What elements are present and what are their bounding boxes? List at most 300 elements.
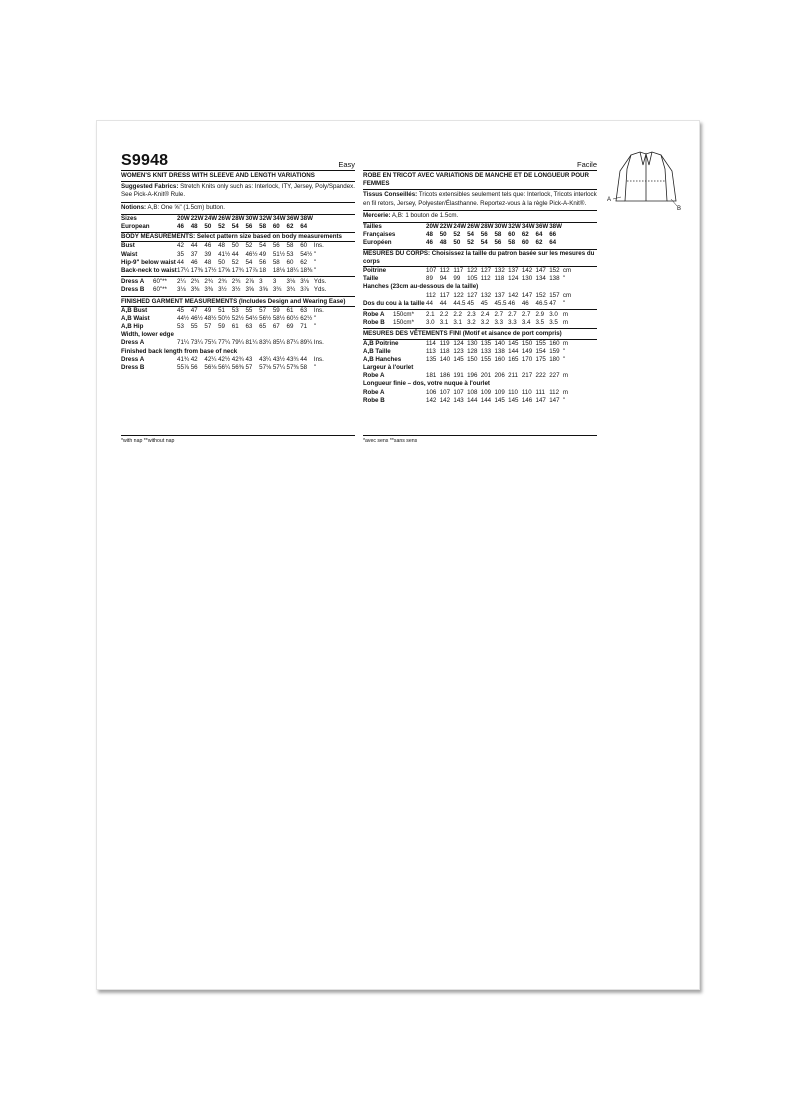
pattern-envelope-back <box>96 120 700 990</box>
cell-value: 2.2 <box>439 310 449 318</box>
cell-value: 152 <box>549 266 560 274</box>
row-label: Poitrine <box>363 266 387 274</box>
cell-value: 60 <box>300 242 308 250</box>
row-label: A,B Waist <box>121 314 150 322</box>
row-label: A,B Poitrine <box>363 339 399 347</box>
cell-value: 54½ <box>245 314 258 322</box>
size-value: 30W <box>245 214 259 222</box>
unit-label: " <box>313 266 317 274</box>
cell-value: 71¼ <box>177 339 190 347</box>
finished-measurements-fr <box>363 340 597 365</box>
size-value: 60 <box>508 231 516 239</box>
unit-label: Yds. <box>313 278 327 286</box>
cell-value: 140 <box>439 355 451 363</box>
row-label: Dress A <box>121 278 145 286</box>
cell-value: 50 <box>218 258 225 266</box>
cell-value: 46 <box>521 299 529 307</box>
cell-value: 87¼ <box>286 339 299 347</box>
cell-value: 44.5 <box>453 299 466 307</box>
unit-label: Yds. <box>313 286 327 294</box>
cell-value: 155 <box>480 355 492 363</box>
unit-label: m <box>562 339 569 347</box>
english-column <box>121 153 355 372</box>
cell-value: 79¼ <box>231 339 244 347</box>
unit-label: " <box>313 323 317 331</box>
cell-value: 2.1 <box>426 310 435 318</box>
cell-value: 60½ <box>286 314 299 322</box>
cell-value: 42 <box>190 355 198 363</box>
cell-value: 123 <box>453 347 464 355</box>
cell-value: 44 <box>177 258 184 266</box>
cell-value: 147 <box>535 266 546 274</box>
size-value: 58 <box>259 223 267 230</box>
garment-back-view-illustration <box>607 151 685 223</box>
cell-value: 2.9 <box>535 310 545 318</box>
cell-value: 106 <box>426 388 437 396</box>
table-row <box>121 242 355 250</box>
hanches-rows <box>363 292 597 308</box>
cell-value: 112 <box>426 291 436 299</box>
cell-value: 44 <box>426 299 433 307</box>
width-lower-edge-label-fr: Largeur à l'ourlet <box>363 364 414 372</box>
size-value: 30W <box>494 223 508 231</box>
row-label: Bust <box>121 242 135 250</box>
row-label: Dress B <box>121 286 145 294</box>
unit-label: " <box>562 396 566 404</box>
cell-value: 53 <box>231 306 239 314</box>
cell-value: 18 <box>259 266 267 274</box>
size-value: 20W <box>177 214 190 222</box>
cell-value: 142 <box>426 396 437 404</box>
cell-value: 54 <box>245 258 253 266</box>
cell-value: 138 <box>549 275 560 283</box>
cell-value: 83¼ <box>259 339 272 347</box>
size-value: 50 <box>439 231 447 239</box>
cell-value: 2.7 <box>494 310 504 318</box>
cell-value: 3⅝ <box>259 286 268 294</box>
row-label: Robe A <box>363 310 385 318</box>
cell-value: 147 <box>549 396 560 404</box>
row-label: Sizes <box>121 214 137 222</box>
cell-value: 17⅞ <box>245 266 258 274</box>
table-row <box>121 267 355 275</box>
size-value: 62 <box>535 239 543 247</box>
cell-value: 3¾ <box>272 286 282 294</box>
cell-value: 55 <box>190 323 198 331</box>
size-value: 64 <box>300 223 308 230</box>
cell-value: 3⅛ <box>177 286 186 294</box>
cell-value: 48 <box>218 242 225 250</box>
cell-value: 3.2 <box>480 319 490 327</box>
cell-value: 137 <box>508 266 519 274</box>
row-label: Dress A <box>121 339 145 347</box>
cell-value: 3.3 <box>494 319 504 327</box>
cell-value: 165 <box>508 355 519 363</box>
size-row <box>121 215 355 223</box>
fabric-width: 60"** <box>153 286 167 294</box>
cell-value: 77¼ <box>218 339 231 347</box>
cell-value: 42 <box>177 242 184 250</box>
cell-value: 39 <box>204 250 212 258</box>
unit-label: " <box>313 314 317 322</box>
cell-value: 122 <box>453 291 464 299</box>
cell-value: 57⅜ <box>286 364 299 372</box>
cell-value: 51 <box>218 306 225 314</box>
cell-value: 3.4 <box>521 319 531 327</box>
cell-value: 46.5 <box>535 299 548 307</box>
cell-value: 44 <box>439 299 447 307</box>
cell-value: 2.7 <box>521 310 531 318</box>
cell-value: 134 <box>535 275 546 283</box>
unit-label: " <box>562 299 566 307</box>
cell-value: 3½ <box>231 286 241 294</box>
row-label: Robe B <box>363 396 385 404</box>
cell-value: 211 <box>508 372 518 380</box>
cell-value: 81¼ <box>245 339 258 347</box>
pattern-code: S9948 <box>121 152 169 169</box>
cell-value: 56⅛ <box>204 364 217 372</box>
row-label: Waist <box>121 250 138 258</box>
unit-label: Ins. <box>313 306 324 314</box>
cell-value: 144 <box>508 347 519 355</box>
size-value: 34W <box>521 223 535 231</box>
table-row <box>121 356 355 364</box>
difficulty-label: Easy <box>338 159 355 169</box>
cell-value: 132 <box>494 266 505 274</box>
cell-value: 17½ <box>204 266 217 274</box>
cell-value: 152 <box>535 291 546 299</box>
size-value: 60 <box>272 223 280 230</box>
cell-value: 117 <box>439 291 450 299</box>
cell-value: 3.1 <box>453 319 462 327</box>
cell-value: 142 <box>508 291 519 299</box>
cell-value: 47 <box>549 299 557 307</box>
cell-value: 56 <box>190 364 198 372</box>
cell-value: 118 <box>439 347 450 355</box>
cell-value: 3¾ <box>286 286 296 294</box>
cell-value: 135 <box>426 355 437 363</box>
cell-value: 43½ <box>272 355 285 363</box>
cell-value: 46 <box>190 258 198 266</box>
unit-label: " <box>562 347 566 355</box>
table-row <box>121 278 355 286</box>
cell-value: 3.5 <box>535 319 545 327</box>
view-b-label: B <box>677 206 682 212</box>
cell-value: 46 <box>508 299 516 307</box>
cell-value: 56 <box>272 242 280 250</box>
cell-value: 57 <box>204 323 212 331</box>
unit-label: " <box>562 275 566 283</box>
cell-value: 2.2 <box>453 310 462 318</box>
cell-value: 59 <box>218 323 225 331</box>
cell-value: 45 <box>480 299 488 307</box>
cell-value: 57¼ <box>272 364 285 372</box>
cell-value: 3.2 <box>467 319 476 327</box>
row-label: Robe A <box>363 372 385 380</box>
cell-value: 107 <box>439 388 451 396</box>
cell-value: 58 <box>286 242 294 250</box>
cell-value: 46½ <box>245 250 258 258</box>
cell-value: 94 <box>439 275 447 283</box>
cell-value: 227 <box>549 372 560 380</box>
table-row <box>363 311 597 319</box>
cell-value: 145 <box>453 355 464 363</box>
row-label: A,B Taille <box>363 347 391 355</box>
size-value: 36W <box>286 214 300 222</box>
cell-value: 112 <box>549 388 560 396</box>
fabric-width: 150cm* <box>393 310 414 318</box>
fabric-width: 60"** <box>153 278 167 286</box>
cell-value: 155 <box>535 339 546 347</box>
cell-value: 2⅞ <box>245 278 255 286</box>
size-value: 48 <box>439 239 447 247</box>
size-value: 46 <box>177 223 184 230</box>
cell-value: 3.0 <box>426 319 435 327</box>
cell-value: 157 <box>549 291 560 299</box>
size-value: 22W <box>439 223 453 231</box>
size-value: 32W <box>508 223 521 231</box>
cell-value: 41¾ <box>177 355 190 363</box>
row-label: A,B Bust <box>121 306 148 314</box>
table-row <box>363 356 597 364</box>
cell-value: 140 <box>494 339 505 347</box>
cell-value: 44 <box>190 242 198 250</box>
unit-label: Ins. <box>313 339 324 347</box>
cell-value: 175 <box>535 355 546 363</box>
table-row <box>121 251 355 259</box>
fabric-width: 150cm* <box>393 319 414 327</box>
cell-value: 89 <box>426 275 433 283</box>
cell-value: 2.3 <box>467 310 476 318</box>
cell-value: 107 <box>453 388 464 396</box>
cell-value: 50 <box>231 242 239 250</box>
table-row <box>363 397 597 405</box>
cell-value: 18¼ <box>286 266 299 274</box>
cell-value: 110 <box>521 388 532 396</box>
footnote: *with nap **without nap <box>121 435 355 444</box>
cell-value: 112 <box>439 266 450 274</box>
cell-value: 146 <box>521 396 533 404</box>
cell-value: 181 <box>426 372 437 380</box>
cell-value: 128 <box>467 347 478 355</box>
cell-value: 145 <box>508 396 519 404</box>
table-row <box>121 286 355 294</box>
table-row <box>121 323 355 331</box>
table-row <box>121 315 355 323</box>
unit-label: " <box>313 250 317 258</box>
cell-value: 113 <box>426 347 436 355</box>
size-value: 56 <box>480 231 488 239</box>
cell-value: 50½ <box>218 314 231 322</box>
table-row <box>121 364 355 372</box>
cell-value: 55⅞ <box>177 364 190 372</box>
cell-value: 160 <box>549 339 560 347</box>
cell-value: 217 <box>521 372 533 380</box>
row-label: Taille <box>363 275 379 283</box>
cell-value: 142 <box>521 266 533 274</box>
cell-value: 144 <box>467 396 478 404</box>
cell-value: 41½ <box>218 250 231 258</box>
cell-value: 108 <box>467 388 478 396</box>
cell-value: 45 <box>467 299 474 307</box>
cell-value: 147 <box>535 396 546 404</box>
cell-value: 3.1 <box>439 319 449 327</box>
size-value: 46 <box>426 239 433 247</box>
cell-value: 105 <box>467 275 478 283</box>
cell-value: 149 <box>521 347 533 355</box>
cell-value: 55 <box>245 306 253 314</box>
size-row <box>363 223 597 231</box>
table-row <box>363 267 597 275</box>
cell-value: 51½ <box>272 250 285 258</box>
cell-value: 222 <box>535 372 546 380</box>
size-value: 52 <box>218 223 225 230</box>
unit-label: cm <box>562 291 572 299</box>
cell-value: 43 <box>245 355 253 363</box>
size-value: 36W <box>535 223 549 231</box>
width-lower-edge-fr <box>363 372 597 380</box>
row-label: European <box>121 223 150 230</box>
back-length <box>121 356 355 372</box>
view-a-label: A <box>607 197 612 203</box>
cell-value: 117 <box>453 266 464 274</box>
cell-value: 75¼ <box>204 339 217 347</box>
table-row <box>121 259 355 267</box>
cell-value: 85¼ <box>272 339 285 347</box>
table-row <box>363 275 597 283</box>
cell-value: 2¼ <box>177 278 186 286</box>
cell-value: 59 <box>272 306 280 314</box>
cell-value: 109 <box>480 388 492 396</box>
cell-value: 2.7 <box>508 310 517 318</box>
size-chart-fr <box>363 223 597 250</box>
cell-value: 107 <box>426 266 437 274</box>
cell-value: 160 <box>494 355 505 363</box>
cell-value: 45 <box>177 306 184 314</box>
size-value: 32W <box>259 214 272 222</box>
cell-value: 18⅛ <box>272 266 285 274</box>
cell-value: 42¼ <box>204 355 217 363</box>
cell-value: 45.5 <box>494 299 507 307</box>
hanches-label: Hanches (23cm au-dessous de la taille) <box>363 283 479 291</box>
row-label: Dress A <box>121 355 145 363</box>
cell-value: 132 <box>480 291 492 299</box>
cell-value: 127 <box>480 266 492 274</box>
size-row <box>121 223 355 231</box>
cell-value: 52 <box>245 242 253 250</box>
cell-value: 159 <box>549 347 560 355</box>
garment-title-fr: ROBE EN TRICOT AVEC VARIATIONS DE MANCHE ET DE LONGUEUR POUR FEMMES <box>363 171 597 190</box>
cell-value: 3⅛ <box>300 278 309 286</box>
size-value: 48 <box>426 231 433 239</box>
cell-value: 99 <box>453 275 461 283</box>
cell-value: 56¼ <box>218 364 231 372</box>
english-header <box>121 153 355 171</box>
yardage-table-fr <box>363 309 597 327</box>
back-length-label-fr: Longueur finie – dos, votre nuque à l'ourlet <box>363 380 490 388</box>
unit-label: cm <box>562 266 572 274</box>
cell-value: 57 <box>245 364 253 372</box>
cell-value: 58 <box>300 364 308 372</box>
cell-value: 3⅜ <box>204 286 213 294</box>
size-value: 26W <box>218 214 231 222</box>
size-value: 58 <box>508 239 516 247</box>
size-value: 38W <box>549 223 562 231</box>
cell-value: 17¼ <box>177 266 190 274</box>
cell-value: 17⅜ <box>190 266 203 274</box>
cell-value: 3.3 <box>508 319 517 327</box>
cell-value: 122 <box>467 266 478 274</box>
cell-value: 43¼ <box>259 355 272 363</box>
size-value: 20W <box>426 223 439 231</box>
size-value: 62 <box>521 231 529 239</box>
cell-value: 61 <box>286 306 294 314</box>
dress-back-sketch <box>607 151 685 223</box>
cell-value: 53 <box>286 250 294 258</box>
cell-value: 2¾ <box>190 278 200 286</box>
garment-title: WOMEN'S KNIT DRESS WITH SLEEVE AND LENGTH VARIATIONS <box>121 171 355 182</box>
cell-value: 3 <box>272 278 277 286</box>
size-value: 60 <box>521 239 529 247</box>
finished-measurements <box>121 307 355 332</box>
cell-value: 54 <box>259 242 267 250</box>
cell-value: 37 <box>190 250 198 258</box>
size-row <box>363 231 597 239</box>
finished-measurements-title-fr: MESURES DES VÊTEMENTS FINI (Motif et aisance de port compris) <box>363 328 597 339</box>
size-value: 50 <box>453 239 461 247</box>
size-value: 24W <box>204 214 218 222</box>
row-label: Robe A <box>363 388 385 396</box>
cell-value: 49 <box>259 250 267 258</box>
cell-value: 52 <box>231 258 239 266</box>
row-label: Robe B <box>363 319 385 327</box>
cell-value: 114 <box>426 339 436 347</box>
cell-value: 61 <box>231 323 239 331</box>
cell-value: 147 <box>521 291 533 299</box>
cell-value: 137 <box>494 291 505 299</box>
size-value: 34W <box>272 214 286 222</box>
size-value: 56 <box>245 223 253 230</box>
cell-value: 130 <box>521 275 533 283</box>
cell-value: 60 <box>286 258 294 266</box>
size-value: 54 <box>480 239 488 247</box>
cell-value: 3⅛ <box>286 278 296 286</box>
row-label: Hip-9" below waist <box>121 258 176 266</box>
cell-value: 3 <box>259 278 263 286</box>
cell-value: 71 <box>300 323 308 331</box>
cell-value: 119 <box>439 339 450 347</box>
cell-value: 63 <box>300 306 308 314</box>
cell-value: 89¼ <box>300 339 313 347</box>
size-value: 26W <box>467 223 480 231</box>
cell-value: 58 <box>272 258 280 266</box>
cell-value: 2¾ <box>204 278 213 286</box>
cell-value: 48½ <box>204 314 217 322</box>
row-label: Françaises <box>363 231 396 239</box>
cell-value: 180 <box>549 355 560 363</box>
width-lower-edge-label: Width, lower edge <box>121 331 174 339</box>
table-row <box>121 339 355 347</box>
french-header <box>363 153 597 171</box>
size-value: 62 <box>286 223 294 230</box>
cell-value: 127 <box>467 291 478 299</box>
unit-label: m <box>562 388 569 396</box>
size-value: 24W <box>453 223 467 231</box>
size-row <box>363 239 597 247</box>
cell-value: 62½ <box>300 314 313 322</box>
unit-label: " <box>562 355 566 363</box>
cell-value: 143 <box>453 396 464 404</box>
